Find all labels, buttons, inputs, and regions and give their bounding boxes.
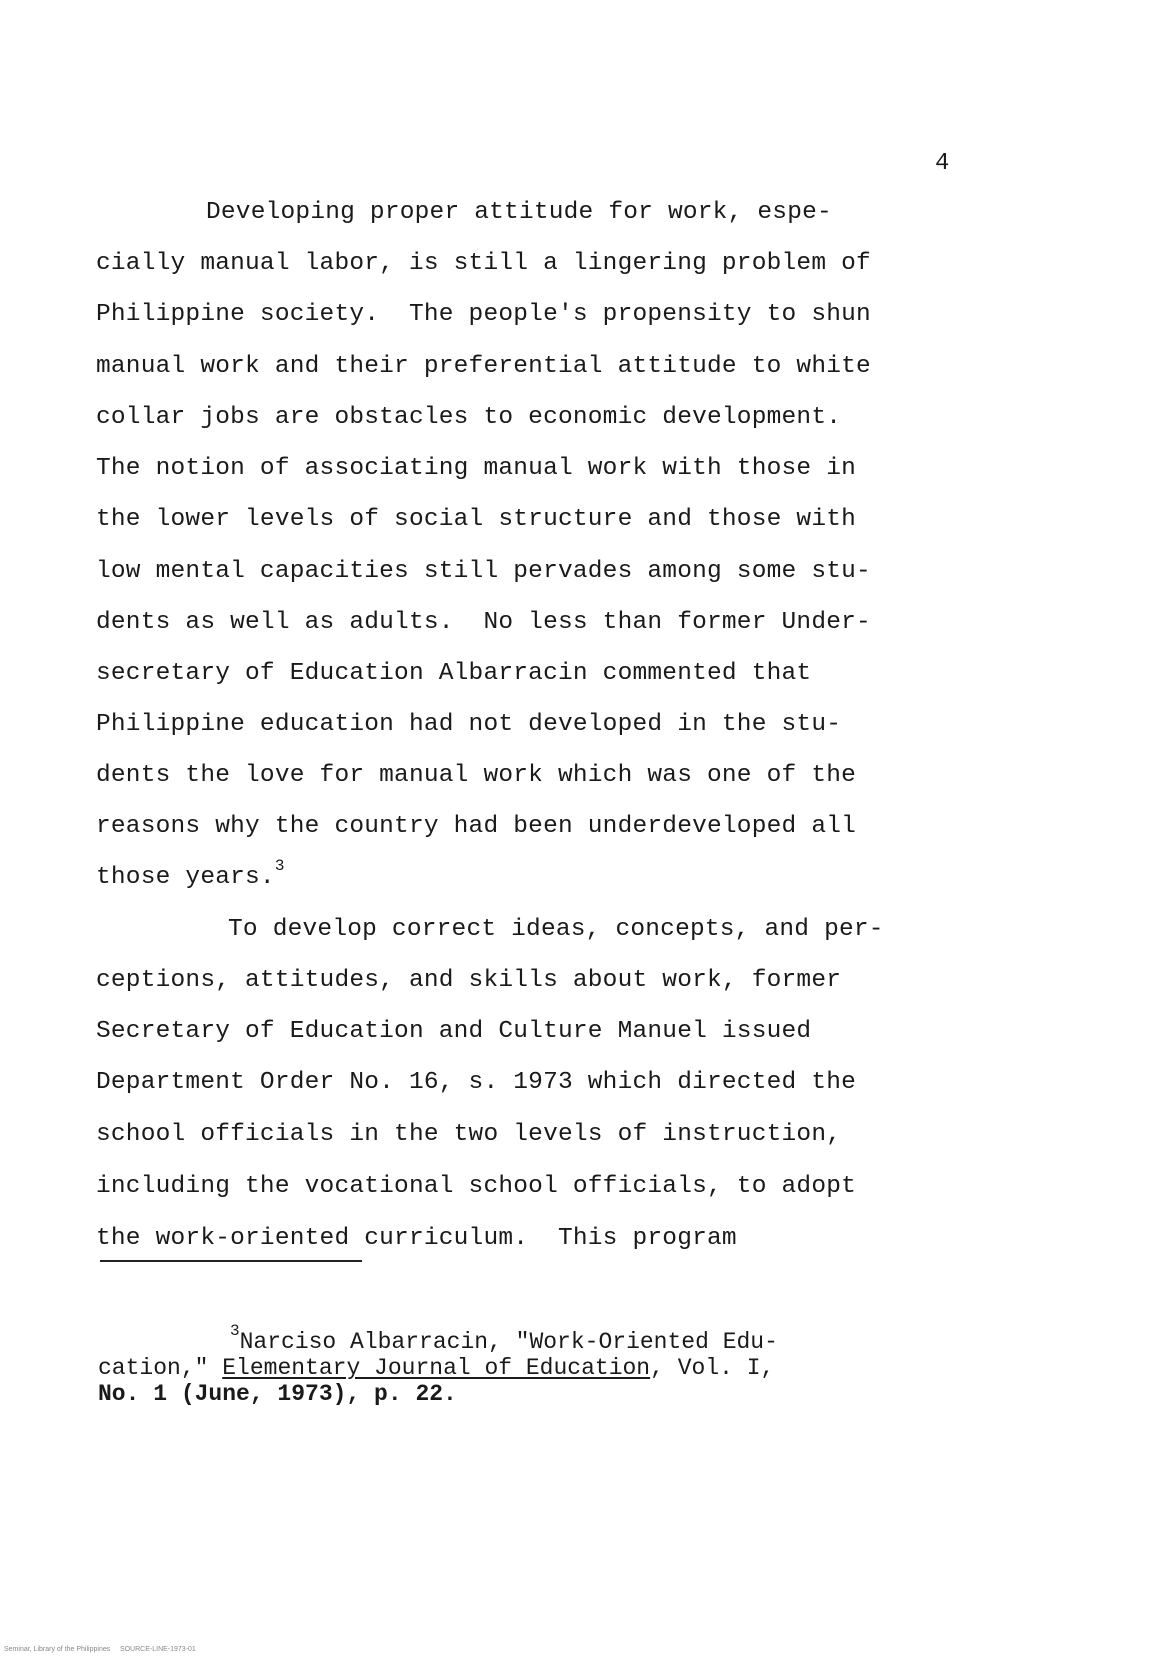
footnote-text: cation," — [98, 1355, 223, 1381]
text-line: the work-oriented curriculum. This program — [96, 1225, 737, 1252]
text-line: those years. — [96, 864, 275, 891]
text-line: collar jobs are obstacles to economic development. — [96, 404, 842, 431]
text-line: cially manual labor, is still a lingering problem of — [96, 250, 871, 277]
footnote-line-1 — [230, 1322, 778, 1355]
footnote-text: Narciso Albarracin, "Work-Oriented Edu- — [239, 1329, 778, 1355]
journal-title: Elementary Journal of Education — [222, 1355, 651, 1381]
text-line-with-footnote — [96, 856, 285, 893]
text-line: low mental capacities still pervades among some stu- — [96, 558, 871, 585]
text-line: Developing proper attitude for work, espe- — [206, 199, 832, 226]
footnote-marker: 3 — [230, 1322, 240, 1341]
footnote-line-2 — [98, 1355, 774, 1381]
text-line: ceptions, attitudes, and skills about work, former — [96, 967, 842, 994]
text-line: Secretary of Education and Culture Manuel issued — [96, 1018, 812, 1045]
text-line: Philippine society. The people's propensity to shun — [96, 301, 871, 328]
footnote-divider — [100, 1260, 362, 1262]
page-number: 4 — [935, 150, 950, 177]
text-line: dents as well as adults. No less than former Under- — [96, 609, 871, 636]
scan-footer: Seminar, Library of the Philippines SOURCE-LINE-1973-01 — [4, 1646, 196, 1653]
text-line: Department Order No. 16, s. 1973 which directed the — [96, 1069, 857, 1096]
text-line: the lower levels of social structure and those with — [96, 506, 857, 533]
text-line: manual work and their preferential attitude to white — [96, 353, 871, 380]
text-line: secretary of Education Albarracin commented that — [96, 660, 812, 687]
footnote-text: , Vol. I, — [650, 1355, 775, 1381]
footnote-line-3: No. 1 (June, 1973), p. 22. — [98, 1381, 457, 1407]
text-line: reasons why the country had been underdeveloped all — [96, 813, 857, 840]
text-line: Philippine education had not developed in the stu- — [96, 711, 842, 738]
text-line: including the vocational school officials, to adopt — [96, 1173, 857, 1200]
text-line: To develop correct ideas, concepts, and per- — [228, 916, 884, 943]
text-line: school officials in the two levels of instruction, — [96, 1121, 842, 1148]
text-line: The notion of associating manual work with those in — [96, 455, 857, 482]
text-line: dents the love for manual work which was one of the — [96, 762, 857, 789]
footnote-reference: 3 — [274, 856, 285, 875]
